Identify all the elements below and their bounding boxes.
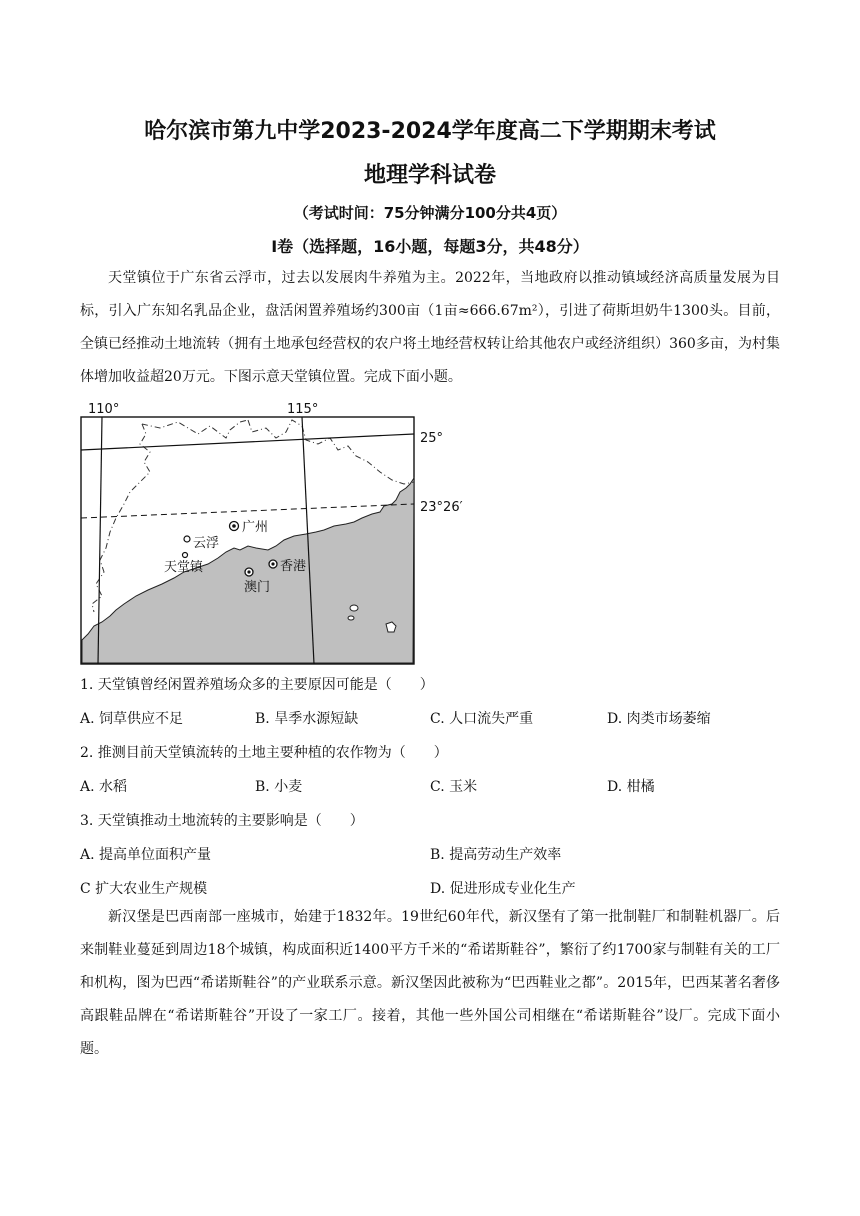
yunfu-marker bbox=[184, 536, 190, 542]
lat-label-tropic: 23°26′ bbox=[420, 500, 463, 515]
tiantang-marker bbox=[183, 553, 188, 558]
place-label-hongkong: 香港 bbox=[280, 559, 307, 574]
lon-label-110: 110° bbox=[88, 402, 120, 417]
question-2: 2. 推测目前天堂镇流转的土地主要种植的农作物为（ ） bbox=[80, 745, 448, 761]
place-label-yunfu: 云浮 bbox=[193, 536, 220, 551]
exam-subject-title: 地理学科试卷 bbox=[363, 163, 496, 188]
exam-title: 哈尔滨市第九中学2023-2024学年度高二下学期期末考试 bbox=[144, 119, 716, 144]
hongkong-marker-dot bbox=[271, 562, 274, 565]
question-3-option-b: B. 提高劳动生产效率 bbox=[430, 847, 562, 863]
lat-label-25: 25° bbox=[420, 431, 444, 446]
island bbox=[350, 605, 358, 611]
question-2-option-c: C. 玉米 bbox=[430, 779, 478, 795]
question-3-option-a: A. 提高单位面积产量 bbox=[80, 847, 212, 863]
question-3-option-c: C 扩大农业生产规模 bbox=[80, 881, 208, 897]
question-2-option-b: B. 小麦 bbox=[255, 779, 303, 795]
question-1-option-d: D. 肉类市场萎缩 bbox=[607, 711, 711, 727]
question-3: 3. 天堂镇推动土地流转的主要影响是（ ） bbox=[80, 813, 364, 829]
question-1-option-a: A. 饲草供应不足 bbox=[80, 711, 184, 727]
question-1-option-c: C. 人口流失严重 bbox=[430, 711, 534, 727]
guangzhou-marker-dot bbox=[232, 524, 236, 528]
place-label-guangzhou: 广州 bbox=[242, 520, 269, 535]
question-3-option-d: D. 促进形成专业化生产 bbox=[430, 881, 576, 897]
question-1: 1. 天堂镇曾经闲置养殖场众多的主要原因可能是（ ） bbox=[80, 677, 434, 693]
island bbox=[348, 616, 354, 620]
macau-marker-dot bbox=[247, 570, 250, 573]
question-1-option-b: B. 旱季水源短缺 bbox=[255, 711, 359, 727]
question-2-option-d: D. 柑橘 bbox=[607, 779, 655, 795]
place-label-tiantang: 天堂镇 bbox=[164, 560, 204, 575]
passage-shoe-valley: 新汉堡是巴西南部一座城市，始建于1832年。19世纪60年代，新汉堡有了第一批制鞋厂和制鞋机器厂。后来制鞋业蔓延到周边18个城镇，构成面积近1400平方千米的“希诺斯鞋谷”，繁衍了约1700家与制鞋有关的工厂和机构，图为巴西“希诺斯鞋谷”的产业联系示意。新汉堡因此被称为“巴西鞋业之都”。2015年，巴西某著名奢侈高跟鞋品牌在“希诺斯鞋谷”开设了一家工厂。接着，其他一些外国公司相继在“希诺斯鞋谷”设厂。完成下面小题。 bbox=[80, 909, 780, 1057]
lon-label-115: 115° bbox=[287, 402, 319, 417]
question-2-option-a: A. 水稻 bbox=[80, 779, 128, 795]
exam-info: （考试时间：75分钟满分100分共4页） bbox=[293, 204, 567, 222]
section-heading: Ⅰ卷（选择题，16小题，每题3分，共48分） bbox=[271, 237, 589, 256]
location-map bbox=[80, 400, 480, 668]
place-label-macau: 澳门 bbox=[244, 580, 271, 595]
passage-tiantang: 天堂镇位于广东省云浮市，过去以发展肉牛养殖为主。2022年，当地政府以推动镇域经济高质量发展为目标，引入广东知名乳品企业，盘活闲置养殖场约300亩（1亩≈666.67m²），引进了荷斯坦奶牛1300头。目前，全镇已经推动土地流转（拥有土地承包经营权的农户将土地经营权转让给其他农户或经济组织）360多亩，为村集体增加收益超20万元。下图示意天堂镇位置。完成下面小题。 bbox=[80, 270, 780, 385]
